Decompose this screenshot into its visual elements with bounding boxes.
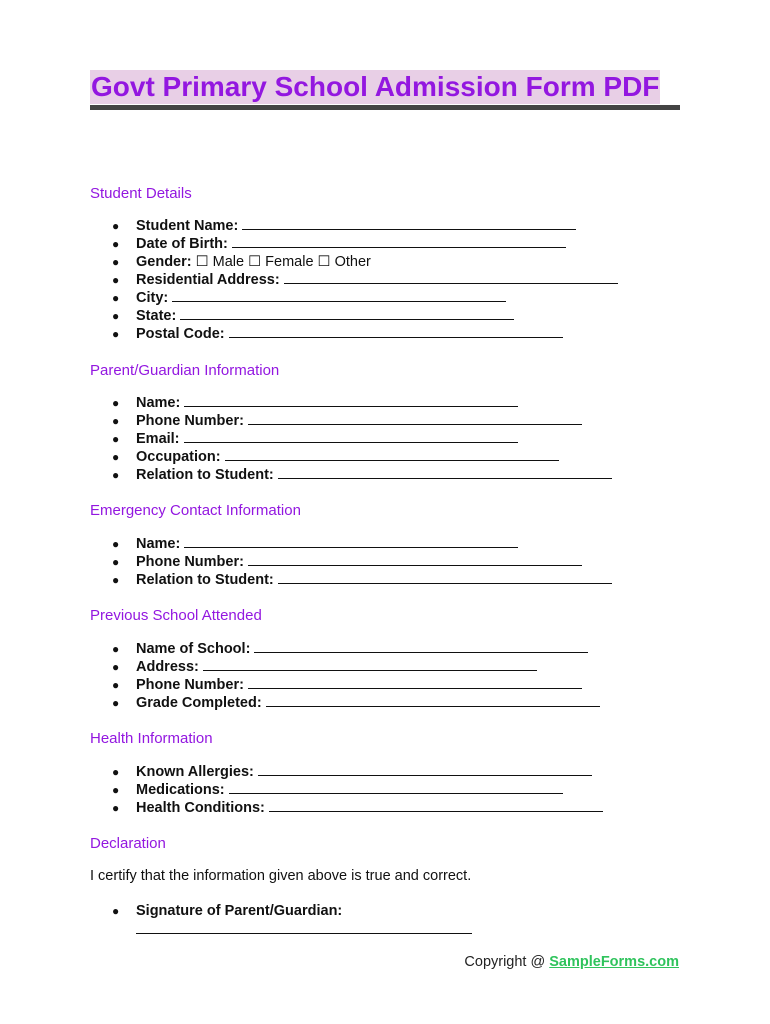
- bullet-icon: ●: [112, 396, 120, 410]
- section-heading-declaration: Declaration: [90, 835, 166, 852]
- title-block: [90, 70, 680, 110]
- bullet-icon: ●: [112, 468, 120, 482]
- bullet-icon: ●: [112, 237, 120, 251]
- field-label: Residential Address:: [136, 272, 280, 288]
- parent-relation-line[interactable]: [278, 466, 612, 479]
- bullet-icon: ●: [112, 291, 120, 305]
- gender-option-other[interactable]: ☐ Other: [317, 254, 371, 270]
- field-signature: [112, 902, 342, 920]
- brand-link[interactable]: SampleForms.com: [549, 954, 679, 970]
- field-label: Phone Number:: [136, 677, 244, 693]
- dob-line[interactable]: [232, 235, 566, 248]
- field-label: Relation to Student:: [136, 467, 274, 483]
- parent-fields: [112, 394, 612, 484]
- section-heading-student: Student Details: [90, 185, 192, 202]
- field-state: [112, 307, 618, 325]
- conditions-line[interactable]: [269, 799, 603, 812]
- field-label: Gender:: [136, 254, 192, 270]
- school-address-line[interactable]: [203, 658, 537, 671]
- field-label: Postal Code:: [136, 326, 225, 342]
- section-heading-previous: Previous School Attended: [90, 607, 262, 624]
- field-parent-phone: [112, 412, 612, 430]
- field-label: Health Conditions:: [136, 800, 265, 816]
- medications-line[interactable]: [229, 781, 563, 794]
- bullet-icon: ●: [112, 678, 120, 692]
- field-label: Name:: [136, 395, 181, 411]
- signature-line[interactable]: [136, 933, 472, 934]
- field-school-address: [112, 658, 600, 676]
- bullet-icon: ●: [112, 537, 120, 551]
- section-heading-parent: Parent/Guardian Information: [90, 362, 280, 379]
- bullet-icon: ●: [112, 255, 120, 269]
- postal-line[interactable]: [229, 325, 563, 338]
- field-label: Phone Number:: [136, 554, 244, 570]
- address-line[interactable]: [284, 271, 618, 284]
- copyright-prefix: Copyright @: [464, 954, 550, 970]
- bullet-icon: ●: [112, 309, 120, 323]
- grade-line[interactable]: [266, 694, 600, 707]
- field-student-name: [112, 217, 618, 235]
- section-heading-emergency: Emergency Contact Information: [90, 502, 301, 519]
- parent-name-line[interactable]: [184, 394, 518, 407]
- bullet-icon: ●: [112, 327, 120, 341]
- bullet-icon: ●: [112, 660, 120, 674]
- field-parent-occupation: [112, 448, 612, 466]
- school-name-line[interactable]: [254, 640, 588, 653]
- field-parent-email: [112, 430, 612, 448]
- bullet-icon: ●: [112, 273, 120, 287]
- field-school-phone: [112, 676, 600, 694]
- field-emergency-relation: [112, 571, 612, 589]
- previous-fields: [112, 640, 600, 712]
- allergies-line[interactable]: [258, 763, 592, 776]
- field-conditions: [112, 799, 603, 817]
- field-label: Occupation:: [136, 449, 221, 465]
- emergency-phone-line[interactable]: [248, 553, 582, 566]
- field-label: Grade Completed:: [136, 695, 262, 711]
- field-label: Student Name:: [136, 218, 239, 234]
- field-parent-name: [112, 394, 612, 412]
- bullet-icon: ●: [112, 414, 120, 428]
- health-fields: [112, 763, 603, 817]
- field-school-name: [112, 640, 600, 658]
- gender-option-female[interactable]: ☐ Female: [248, 254, 314, 270]
- student-fields: [112, 217, 618, 343]
- section-heading-health: Health Information: [90, 730, 213, 747]
- field-postal: [112, 325, 618, 343]
- field-medications: [112, 781, 603, 799]
- field-parent-relation: [112, 466, 612, 484]
- signature-fields: [112, 902, 342, 920]
- field-label: Known Allergies:: [136, 764, 254, 780]
- bullet-icon: ●: [112, 642, 120, 656]
- bullet-icon: ●: [112, 783, 120, 797]
- field-grade: [112, 694, 600, 712]
- parent-phone-line[interactable]: [248, 412, 582, 425]
- bullet-icon: ●: [112, 450, 120, 464]
- page-title: Govt Primary School Admission Form PDF: [91, 71, 660, 102]
- bullet-icon: ●: [112, 801, 120, 815]
- bullet-icon: ●: [112, 573, 120, 587]
- bullet-icon: ●: [112, 432, 120, 446]
- bullet-icon: ●: [112, 696, 120, 710]
- field-label: Name:: [136, 536, 181, 552]
- field-dob: [112, 235, 618, 253]
- field-label: Name of School:: [136, 641, 251, 657]
- declaration-text: I certify that the information given above is true and correct.: [90, 868, 472, 884]
- field-emergency-name: [112, 535, 612, 553]
- emergency-fields: [112, 535, 612, 589]
- emergency-name-line[interactable]: [184, 535, 518, 548]
- bullet-icon: ●: [112, 904, 120, 918]
- field-allergies: [112, 763, 603, 781]
- city-line[interactable]: [172, 289, 506, 302]
- field-label: Address:: [136, 659, 199, 675]
- emergency-relation-line[interactable]: [278, 571, 612, 584]
- field-gender: [112, 253, 618, 271]
- parent-email-line[interactable]: [184, 430, 518, 443]
- field-label: Phone Number:: [136, 413, 244, 429]
- bullet-icon: ●: [112, 765, 120, 779]
- bullet-icon: ●: [112, 219, 120, 233]
- state-line[interactable]: [180, 307, 514, 320]
- field-address: [112, 271, 618, 289]
- field-city: [112, 289, 618, 307]
- field-label: Medications:: [136, 782, 225, 798]
- field-label: Email:: [136, 431, 180, 447]
- student-name-line[interactable]: [242, 217, 576, 230]
- field-label: Relation to Student:: [136, 572, 274, 588]
- school-phone-line[interactable]: [248, 676, 582, 689]
- bullet-icon: ●: [112, 555, 120, 569]
- field-emergency-phone: [112, 553, 612, 571]
- gender-option-male[interactable]: ☐ Male: [195, 254, 245, 270]
- field-label: City:: [136, 290, 169, 306]
- field-label: Signature of Parent/Guardian:: [136, 903, 343, 919]
- field-label: State:: [136, 308, 177, 324]
- copyright: [464, 954, 679, 970]
- title-underline: [90, 105, 680, 110]
- parent-occupation-line[interactable]: [225, 448, 559, 461]
- field-label: Date of Birth:: [136, 236, 228, 252]
